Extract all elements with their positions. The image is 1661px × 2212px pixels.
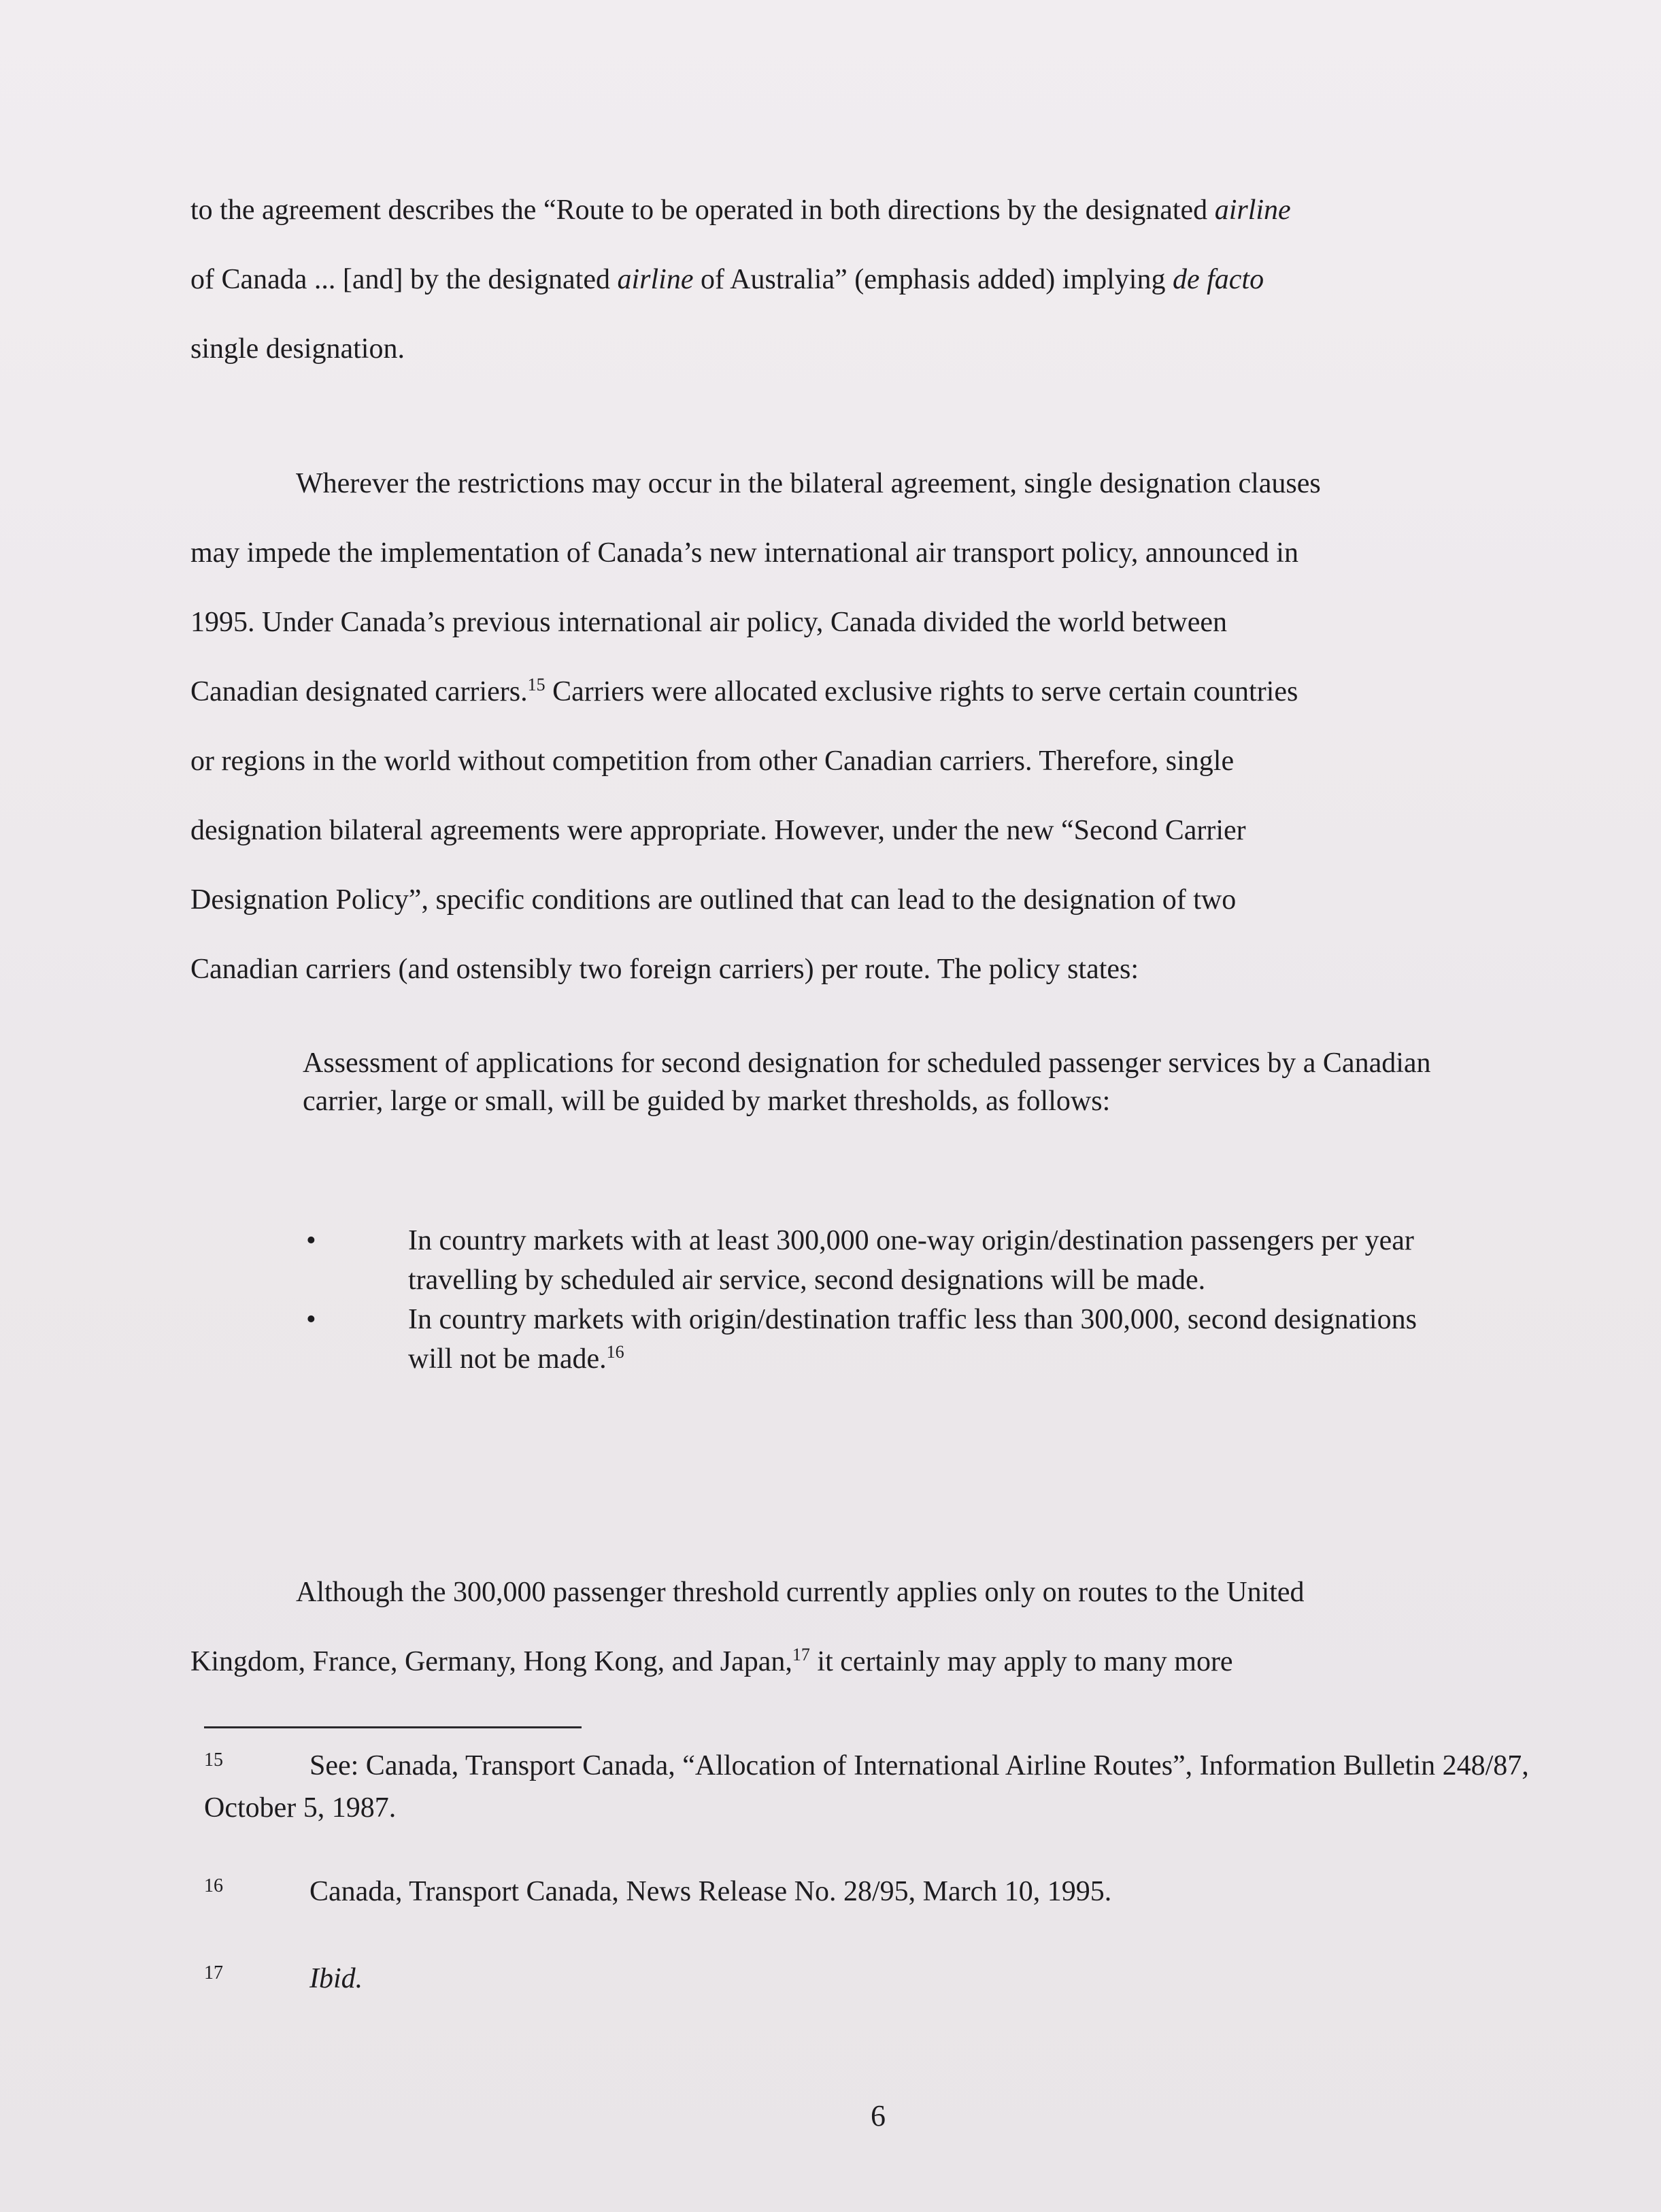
text-run: Carriers were allocated exclusive rights to serve certain countries xyxy=(545,676,1298,707)
footnote-17 xyxy=(204,1958,1558,2000)
text-line: Designation Policy”, specific conditions are outlined that can lead to the designation of two xyxy=(190,884,1237,916)
text-line: Wherever the restrictions may occur in the bilateral agreement, single designation clauses xyxy=(296,468,1321,499)
text-run: it certainly may apply to many more xyxy=(809,1646,1233,1677)
text-line: designation bilateral agreements were appropriate. However, under the new “Second Carrier xyxy=(190,815,1246,846)
text-run: of Canada ... [and] by the designated xyxy=(190,264,618,295)
text-line xyxy=(190,175,1524,245)
footnote-15 xyxy=(204,1745,1558,1829)
text-line xyxy=(190,1627,1524,1696)
footnote-number: 16 xyxy=(204,1875,223,1896)
bullet-icon: • xyxy=(306,1304,316,1335)
list-item xyxy=(303,1221,1459,1300)
footnote-text: Canada, Transport Canada, News Release No. 28/95, March 10, 1995. xyxy=(309,1876,1112,1907)
emphasis-text: de facto xyxy=(1172,264,1264,295)
footnote-number: 17 xyxy=(204,1962,223,1983)
text-run: Canadian designated carriers. xyxy=(190,676,528,707)
text-line: Although the 300,000 passenger threshold currently applies only on routes to the United xyxy=(296,1577,1305,1608)
list-item xyxy=(303,1300,1459,1379)
text-run: Kingdom, France, Germany, Hong Kong, and Japan, xyxy=(190,1646,792,1677)
footnote-16 xyxy=(204,1871,1558,1913)
bullet-icon: • xyxy=(306,1225,316,1256)
footnote-number: 15 xyxy=(204,1749,223,1771)
emphasis-text: airline xyxy=(1214,195,1291,226)
text-line: single designation. xyxy=(190,333,405,365)
text-line xyxy=(190,245,1524,314)
block-quote: Assessment of applications for second designation for scheduled passenger services by a Canadian carrier, large or small, will be guided by market thresholds, as follows: xyxy=(303,1048,1431,1117)
text-line xyxy=(190,657,1524,726)
paragraph-threshold xyxy=(190,1558,1524,1696)
emphasis-text: airline xyxy=(617,264,694,295)
footnote-ref-17[interactable]: 17 xyxy=(792,1645,810,1664)
text-line: may impede the implementation of Canada’s new international air transport policy, announced in xyxy=(190,537,1298,569)
text-line: 1995. Under Canada’s previous international air policy, Canada divided the world between xyxy=(190,607,1227,638)
page-number: 6 xyxy=(871,2099,886,2132)
footnote-text: See: Canada, Transport Canada, “Allocation of International Airline Routes”, Information Bulletin 248/87, October 5, 1987. xyxy=(204,1750,1529,1824)
paragraph-route-designation xyxy=(190,175,1524,384)
paragraph-policy xyxy=(190,449,1524,1004)
bullet-text: In country markets with origin/destination traffic less than 300,000, second designations will not be made. xyxy=(408,1304,1417,1375)
footnote-ref-16[interactable]: 16 xyxy=(606,1342,624,1362)
footnote-text: Ibid. xyxy=(309,1963,363,1994)
bullet-text: In country markets with at least 300,000 one-way origin/destination passengers per year travelling by scheduled air service, second designations will be made. xyxy=(408,1225,1414,1296)
text-line: or regions in the world without competition from other Canadian carriers. Therefore, single xyxy=(190,745,1235,777)
text-line: Canadian carriers (and ostensibly two foreign carriers) per route. The policy states: xyxy=(190,954,1139,985)
footnote-divider xyxy=(204,1726,582,1728)
footnote-ref-15[interactable]: 15 xyxy=(527,675,546,694)
quote-bullet-list xyxy=(303,1221,1459,1379)
text-run: of Australia” (emphasis added) implying xyxy=(693,264,1173,295)
text-run: to the agreement describes the “Route to be operated in both directions by the designated xyxy=(190,195,1215,226)
